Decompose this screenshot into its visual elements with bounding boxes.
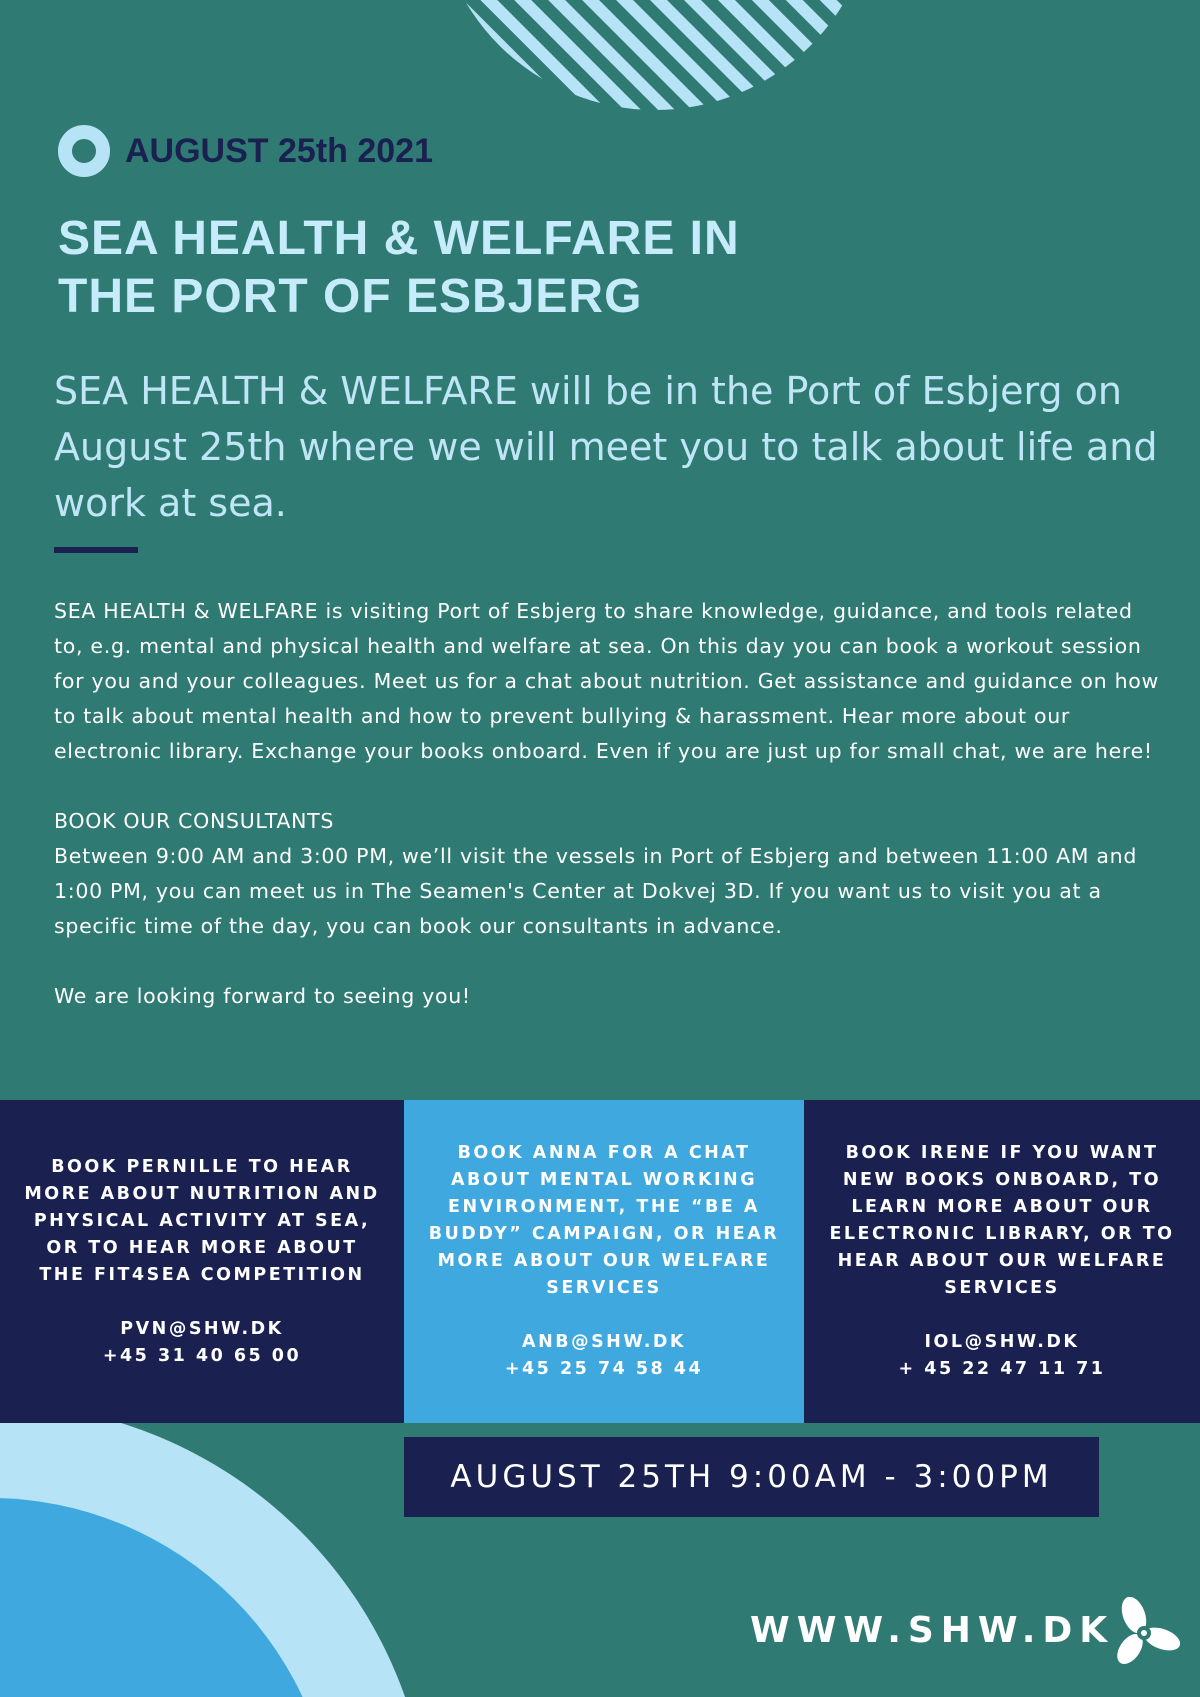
event-date-row	[58, 125, 433, 177]
consultant-phone[interactable]: +45 25 74 58 44	[504, 1359, 704, 1379]
ring-icon	[58, 125, 110, 177]
divider	[54, 547, 138, 553]
closing-line: We are looking forward to seeing you!	[54, 984, 471, 1008]
consultant-contact	[103, 1316, 301, 1370]
arc-decoration	[0, 1423, 420, 1697]
consultant-description: BOOK IRENE IF YOU WANT NEW BOOKS ONBOARD, TO LEARN MORE ABOUT OUR ELECTRONIC LIBRARY, OR TO HEAR ABOUT OUR WELFARE SERVICES	[829, 1143, 1175, 1298]
body-copy	[54, 594, 1164, 1049]
consultant-card-pernille	[0, 1100, 404, 1423]
intro-paragraph: SEA HEALTH & WELFARE is visiting Port of Esbjerg to share knowledge, guidance, and tools related to, e.g. mental and physical health and welfare at sea. On this day you can book a workout session for you and your colleagues. Meet us for a chat about nutrition. Get assistance and guidance on how to talk about mental health and how to prevent bullying & harassment. Hear more about our electronic library. Exchange your books onboard. Even if you are just up for small chat, we are here!	[54, 599, 1159, 763]
consultant-description: BOOK ANNA FOR A CHAT ABOUT MENTAL WORKING ENVIRONMENT, THE “BE A BUDDY” CAMPAIGN, OR HEAR MORE ABOUT OUR WELFARE SERVICES	[428, 1143, 780, 1298]
book-paragraph: Between 9:00 AM and 3:00 PM, we’ll visit the vessels in Port of Esbjerg and between 11:00 AM and 1:00 PM, you can meet us in The Seamen's Center at Dokvej 3D. If you want us to visit you at a specific time of the day, you can book our consultants in advance.	[54, 844, 1138, 938]
lead-paragraph: SEA HEALTH & WELFARE will be in the Port of Esbjerg on August 25th where we will meet you to talk about life and work at sea.	[54, 369, 1158, 525]
consultant-contact	[505, 1329, 703, 1383]
consultant-card-irene	[804, 1100, 1200, 1423]
event-date: AUGUST 25th 2021	[125, 131, 433, 170]
propeller-icon	[1112, 1597, 1180, 1667]
striped-semicircle-decoration	[430, 0, 880, 120]
consultant-description: BOOK PERNILLE TO HEAR MORE ABOUT NUTRITION AND PHYSICAL ACTIVITY AT SEA, OR TO HEAR MORE ABOUT THE FIT4SEA COMPETITION	[24, 1156, 380, 1285]
book-heading: BOOK OUR CONSULTANTS	[54, 809, 335, 833]
consultant-email[interactable]: PVN@SHW.DK	[120, 1318, 284, 1339]
event-time-banner: AUGUST 25TH 9:00AM - 3:00PM	[404, 1437, 1099, 1517]
website-link[interactable]: WWW.SHW.DK	[750, 1610, 1115, 1651]
consultant-phone[interactable]: +45 31 40 65 00	[102, 1345, 302, 1366]
consultant-email[interactable]: ANB@SHW.DK	[522, 1332, 686, 1352]
consultant-phone[interactable]: + 45 22 47 11 71	[898, 1359, 1106, 1379]
page-title: SEA HEALTH & WELFARE IN THE PORT OF ESBJERG	[58, 212, 740, 323]
consultant-email[interactable]: IOL@SHW.DK	[924, 1332, 1080, 1352]
consultant-contact	[899, 1329, 1106, 1383]
consultant-card-anna	[404, 1100, 804, 1423]
